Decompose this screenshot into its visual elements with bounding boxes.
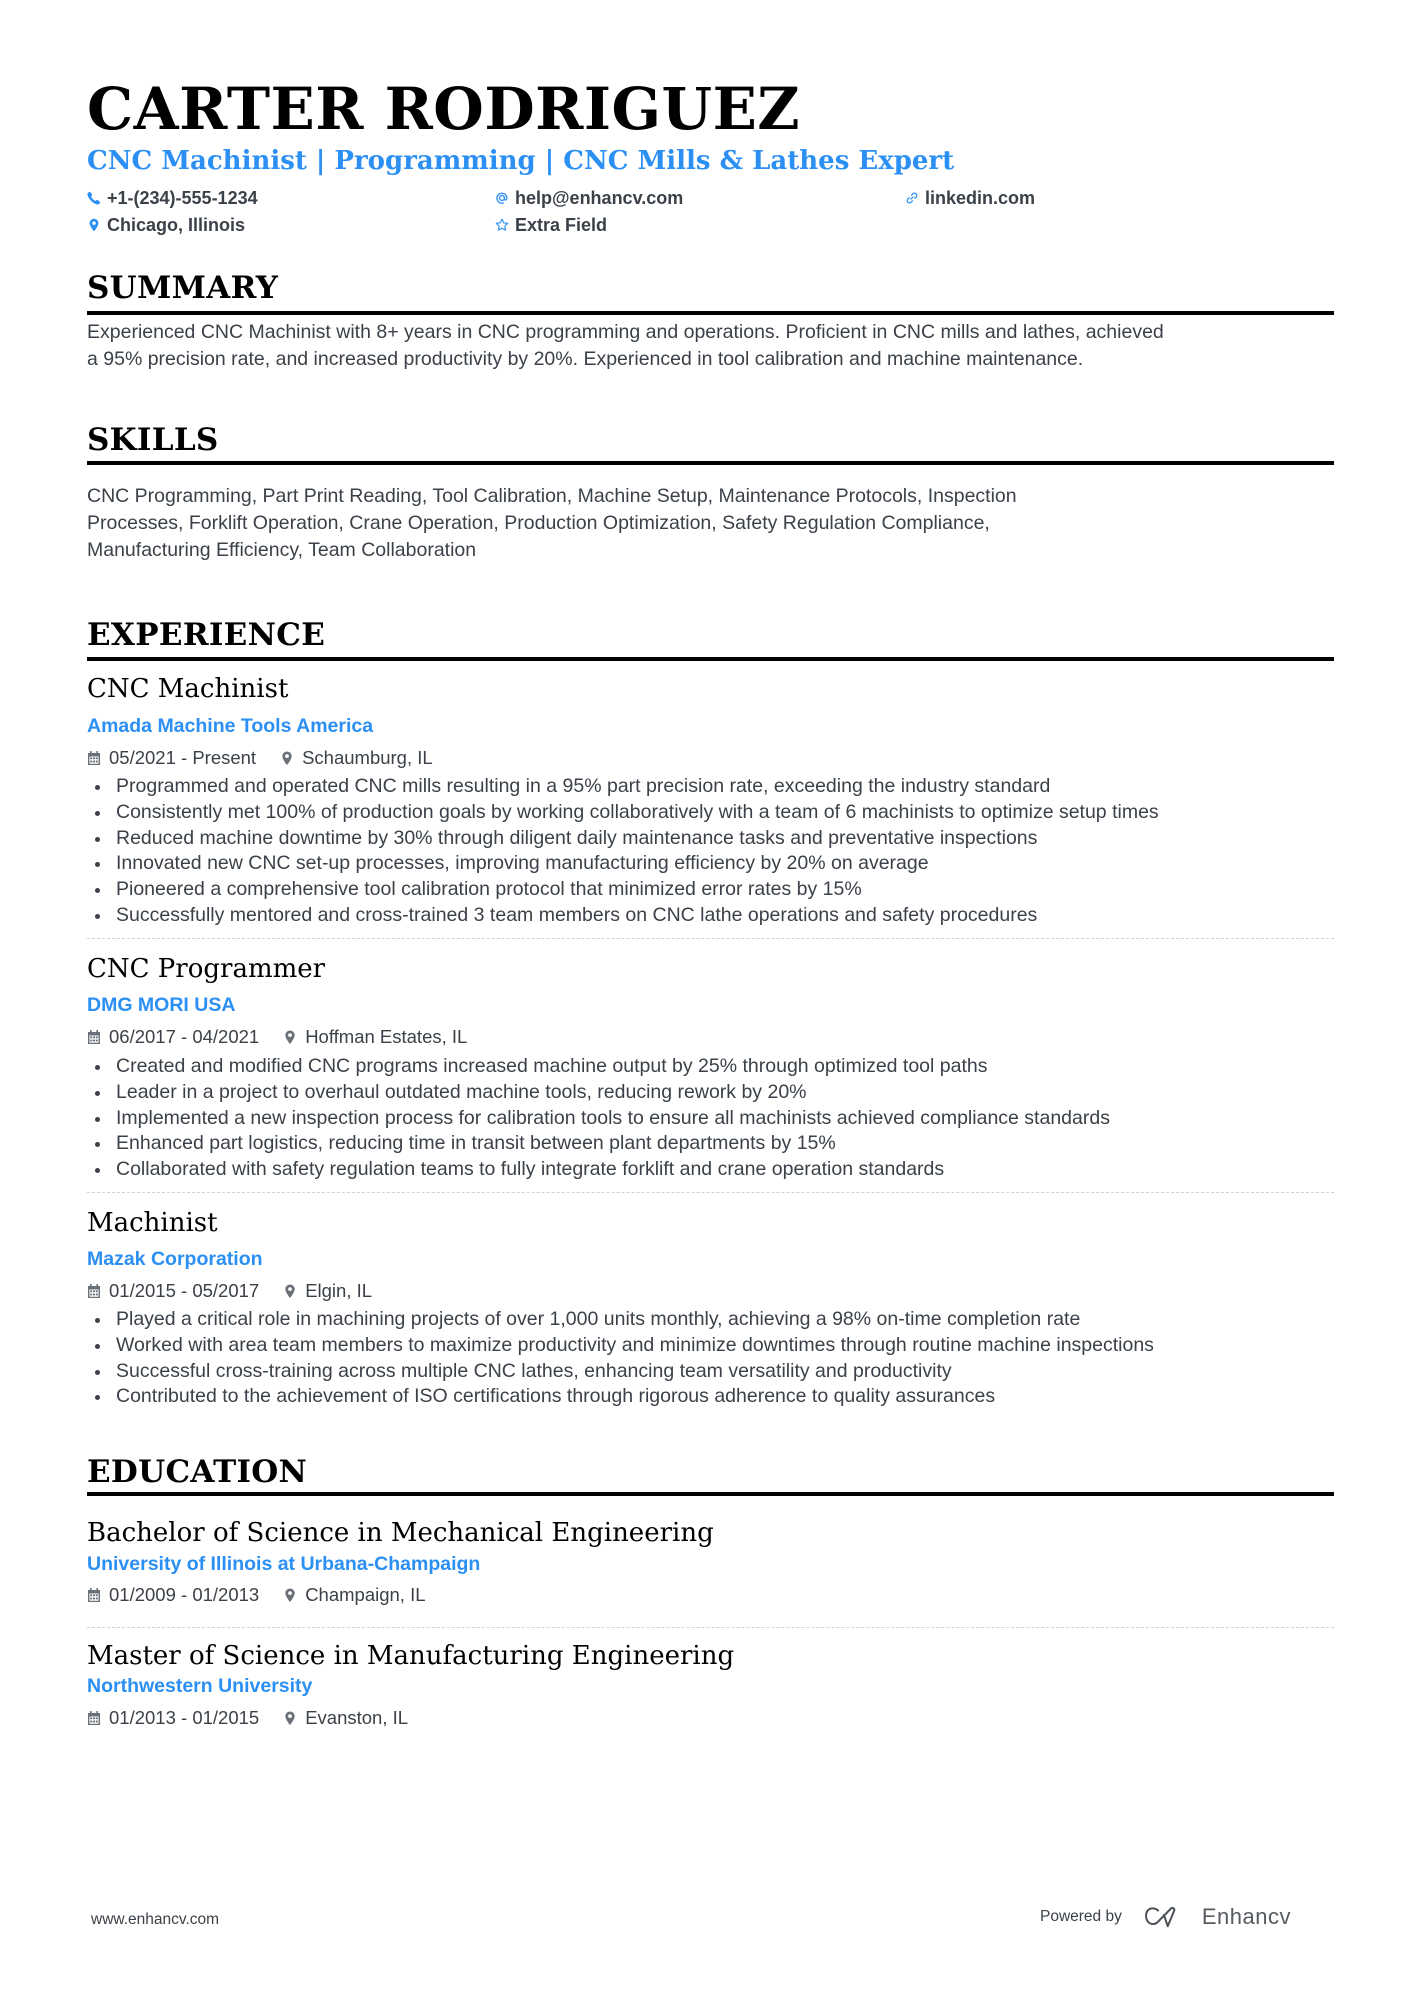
- achievement-list: [87, 774, 1334, 929]
- contact-linkedin[interactable]: [905, 185, 1035, 211]
- summary-divider: [87, 311, 1334, 315]
- education-meta: [87, 1705, 432, 1731]
- location-icon: [283, 1284, 297, 1299]
- experience-heading: EXPERIENCE: [87, 617, 326, 653]
- enhancv-logo-icon: [1144, 1905, 1190, 1929]
- school-location: Evanston, IL: [283, 1705, 408, 1731]
- phone-text: +1-(234)-555-1234: [107, 188, 258, 208]
- job-location: Schaumburg, IL: [280, 745, 433, 771]
- location-icon: [283, 1588, 297, 1603]
- extra-field-text: Extra Field: [515, 215, 608, 235]
- experience-divider: [87, 657, 1334, 661]
- location-icon: [87, 218, 101, 232]
- skills-line: CNC Programming, Part Print Reading, Tool Calibration, Machine Setup, Maintenance Protocols, Inspection: [87, 485, 1017, 507]
- entry-separator: [87, 1627, 1334, 1628]
- education-meta: [87, 1582, 450, 1608]
- job-meta: [87, 745, 457, 771]
- contact-location: [87, 212, 245, 238]
- skills-line: Manufacturing Efficiency, Team Collaboration: [87, 539, 477, 561]
- contact-info: [87, 185, 1334, 241]
- contact-extra-field: [495, 212, 607, 238]
- summary-line: Experienced CNC Machinist with 8+ years in CNC programming and operations. Proficient in CNC mills and lathes, achieved: [87, 321, 1164, 343]
- company-name: DMG MORI USA: [87, 994, 236, 1016]
- job-title: CNC Programmer: [87, 954, 326, 984]
- footer-powered-by[interactable]: [1040, 1904, 1291, 1930]
- achievement-item: Leader in a project to overhaul outdated machine tools, reducing rework by 20%: [87, 1080, 1334, 1106]
- education-heading: EDUCATION: [87, 1454, 308, 1490]
- candidate-headline: CNC Machinist | Programming | CNC Mills & Lathes Expert: [87, 146, 955, 176]
- achievement-list: [87, 1054, 1334, 1183]
- skills-line: Processes, Forklift Operation, Crane Operation, Production Optimization, Safety Regulation Compliance,: [87, 512, 990, 534]
- calendar-icon: [87, 1030, 101, 1045]
- calendar-icon: [87, 1284, 101, 1299]
- achievement-item: Collaborated with safety regulation teams to fully integrate forklift and crane operation standards: [87, 1157, 1334, 1183]
- date-range: 05/2021 - Present: [87, 745, 256, 771]
- company-name: Mazak Corporation: [87, 1248, 263, 1270]
- achievement-item: Programmed and operated CNC mills resulting in a 95% part precision rate, exceeding the industry standard: [87, 774, 1334, 800]
- date-range: 01/2009 - 01/2013: [87, 1582, 259, 1608]
- job-title: Machinist: [87, 1208, 218, 1238]
- school-location: Champaign, IL: [283, 1582, 425, 1608]
- company-name: Amada Machine Tools America: [87, 715, 374, 737]
- enhancv-brand: [1144, 1904, 1291, 1930]
- calendar-icon: [87, 1588, 101, 1603]
- powered-by-label: Powered by: [1040, 1908, 1122, 1925]
- calendar-icon: [87, 751, 101, 766]
- achievement-item: Innovated new CNC set-up processes, improving manufacturing efficiency by 20% on average: [87, 851, 1334, 877]
- achievement-item: Enhanced part logistics, reducing time in transit between plant departments by 15%: [87, 1131, 1334, 1157]
- achievement-item: Contributed to the achievement of ISO certifications through rigorous adherence to quality assurances: [87, 1384, 1334, 1410]
- job-meta: [87, 1024, 491, 1050]
- location-icon: [283, 1711, 297, 1726]
- achievement-item: Consistently met 100% of production goals by working collaboratively with a team of 6 machinists to optimize setup times: [87, 800, 1334, 826]
- skills-divider: [87, 461, 1334, 465]
- achievement-item: Successfully mentored and cross-trained 3 team members on CNC lathe operations and safety procedures: [87, 903, 1334, 929]
- school-name: Northwestern University: [87, 1675, 313, 1697]
- achievement-item: Played a critical role in machining projects of over 1,000 units monthly, achieving a 98% on-time completion rate: [87, 1307, 1334, 1333]
- achievement-item: Reduced machine downtime by 30% through diligent daily maintenance tasks and preventative inspections: [87, 826, 1334, 852]
- skills-heading: SKILLS: [87, 422, 219, 458]
- achievement-item: Successful cross-training across multiple CNC lathes, enhancing team versatility and productivity: [87, 1359, 1334, 1385]
- linkedin-text: linkedin.com: [925, 188, 1036, 208]
- date-range: 01/2013 - 01/2015: [87, 1705, 259, 1731]
- star-icon: [495, 218, 509, 232]
- summary-line: a 95% precision rate, and increased productivity by 20%. Experienced in tool calibration and machine maintenance.: [87, 348, 1084, 370]
- contact-phone[interactable]: [87, 185, 258, 211]
- footer-website-link[interactable]: www.enhancv.com: [91, 1911, 220, 1928]
- summary-heading: SUMMARY: [87, 270, 279, 306]
- entry-separator: [87, 1192, 1334, 1193]
- location-icon: [283, 1030, 297, 1045]
- calendar-icon: [87, 1711, 101, 1726]
- candidate-name: CARTER RODRIGUEZ: [87, 75, 801, 143]
- job-location: Hoffman Estates, IL: [283, 1024, 467, 1050]
- job-title: CNC Machinist: [87, 674, 289, 704]
- degree-title: Master of Science in Manufacturing Engineering: [87, 1641, 735, 1671]
- entry-separator: [87, 938, 1334, 939]
- job-meta: [87, 1278, 396, 1304]
- degree-title: Bachelor of Science in Mechanical Engineering: [87, 1518, 714, 1548]
- location-text: Chicago, Illinois: [107, 215, 246, 235]
- date-range: 01/2015 - 05/2017: [87, 1278, 259, 1304]
- achievement-item: Implemented a new inspection process for calibration tools to ensure all machinists achieved compliance standards: [87, 1106, 1334, 1132]
- location-icon: [280, 751, 294, 766]
- achievement-item: Created and modified CNC programs increased machine output by 25% through optimized tool paths: [87, 1054, 1334, 1080]
- phone-icon: [87, 191, 101, 205]
- email-text: help@enhancv.com: [515, 188, 684, 208]
- school-name: University of Illinois at Urbana-Champaign: [87, 1553, 481, 1575]
- brand-name: Enhancv: [1201, 1904, 1291, 1929]
- achievement-list: [87, 1307, 1334, 1410]
- at-icon: [495, 191, 509, 205]
- job-location: Elgin, IL: [283, 1278, 372, 1304]
- contact-email[interactable]: [495, 185, 683, 211]
- achievement-item: Worked with area team members to maximize productivity and minimize downtimes through routine machine inspections: [87, 1333, 1334, 1359]
- achievement-item: Pioneered a comprehensive tool calibration protocol that minimized error rates by 15%: [87, 877, 1334, 903]
- link-icon: [905, 191, 919, 205]
- date-range: 06/2017 - 04/2021: [87, 1024, 259, 1050]
- education-divider: [87, 1492, 1334, 1496]
